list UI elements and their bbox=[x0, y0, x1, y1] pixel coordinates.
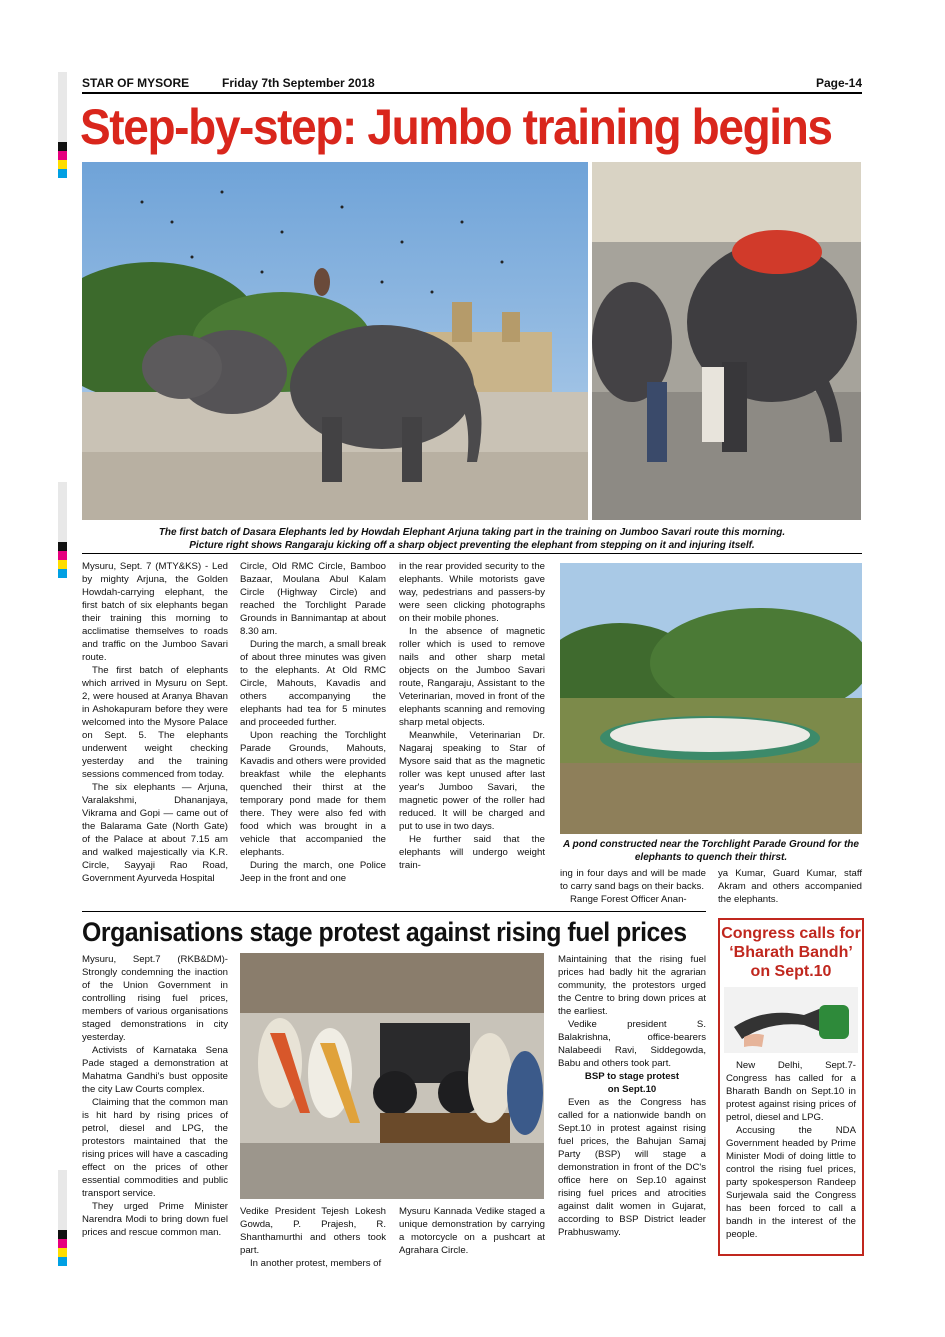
article1-column-4 bbox=[560, 867, 706, 906]
article2-col3-para: Vedike president S. Balakrishna, office-bearers Nalabeedi Ravi, Siddegowda, Babu and others took part. bbox=[558, 1019, 706, 1069]
box-para: Accusing the NDA Government headed by Prime Minister Modi of doing little to control the rising fuel prices, party spokesperson Randeep Surjewala said the Congress has been forced to call a bandh in the interest of the people. bbox=[726, 1125, 856, 1240]
congress-bandh-box bbox=[718, 918, 864, 1256]
box-title-line2: ‘Bharath Bandh’ bbox=[729, 944, 853, 961]
pond-photo bbox=[560, 563, 862, 834]
pond-photo-caption: A pond constructed near the Torchlight Parade Ground for the elephants to quench their thirst. bbox=[563, 839, 859, 863]
registration-marks-top bbox=[58, 72, 67, 178]
article2-col3-para: Even as the Congress has called for a nationwide bandh on Sept.10 in protest against rising fuel prices, the Bahujan Samaj Party (BSP) will stage a demonstration in front of the DC's office here on Sep.10 against rising fuel prices and atrocities against dalit women in Gujarat, according to BSP District leader Prabhuswamy. bbox=[558, 1097, 706, 1238]
main-headline: Step-by-step: Jumbo training begins bbox=[80, 99, 832, 155]
masthead-rule bbox=[82, 92, 862, 94]
protest-caption-right-para: Mysuru Kannada Vedike staged a unique demonstration by carrying a motorcycle on a pushcart at Agrahara Circle. bbox=[399, 1206, 545, 1256]
main-photo-caption-line2: Picture right shows Rangaraju kicking off a sharp object preventing the elephant from stepping on it and injuring itself. bbox=[189, 540, 755, 551]
article1-col2-para: During the march, a small break of about three minutes was given to the elephants. At Old RMC Circle, Mahouts, Kavadis and others accompanying the elephants had tea for 5 minutes and proceeded further. bbox=[240, 639, 386, 728]
article2-col3-para: Maintaining that the rising fuel prices had badly hit the agrarian community, the protestors urged the Centre to bring down prices at the earliest. bbox=[558, 954, 706, 1017]
article1-col1-para: Mysuru, Sept. 7 (MTY&KS) - Led by mighty Arjuna, the Golden Howdah-carrying elephant, the first batch of six elephants began their training this morning to acclimatise themselves to roads and traffic on the Jumboo Savari route. bbox=[82, 561, 228, 663]
elephants-march-photo bbox=[82, 162, 588, 520]
bsp-subhead-line1: BSP to stage protest bbox=[584, 1071, 680, 1082]
page-number: Page-14 bbox=[815, 76, 862, 90]
issue-date: Friday 7th September 2018 bbox=[222, 76, 375, 90]
protest-caption-left bbox=[240, 1205, 386, 1270]
protest-caption-left-para: Vedike President Tejesh Lokesh Gowda, P. Prajesh, R. Shanthamurthi and others took part. bbox=[240, 1206, 386, 1256]
article2-col1-para: Claiming that the common man is hit hard by rising prices of petrol, diesel and LPG, the protestors maintained that the rising prices will have a cascading effect on the prices of other essential commodities and public transport service. bbox=[82, 1097, 228, 1199]
fuel-nozzle-photo bbox=[724, 987, 858, 1053]
box-body bbox=[726, 1059, 856, 1241]
protest-caption-left-para: In another protest, members of bbox=[250, 1258, 382, 1269]
main-photo-caption-line1: The first batch of Dasara Elephants led by Howdah Elephant Arjuna taking part in the training on Jumboo Savari route this morning. bbox=[158, 527, 786, 538]
protest-photo bbox=[240, 953, 544, 1199]
protest-caption-right bbox=[399, 1205, 545, 1257]
article1-col2-para: During the march, one Police Jeep in the front and one bbox=[240, 860, 386, 884]
article1-col3-para: He further said that the elephants will undergo weight train- bbox=[399, 834, 545, 871]
registration-marks-middle bbox=[58, 482, 67, 578]
registration-marks-bottom bbox=[58, 1170, 67, 1266]
article1-col4-para: ing in four days and will be made to carry sand bags on their backs. bbox=[560, 868, 706, 892]
article1-col3-para: In the absence of magnetic roller which is used to remove nails and other sharp metal objects on the Jumboo Savari route, Rangaraju, Assistant to the Veterinarian, moved in front of the elephants scanning and removing sharp metal objects. bbox=[399, 626, 545, 728]
article1-column-2 bbox=[240, 560, 386, 885]
article2-column-3 bbox=[558, 953, 706, 1239]
article1-col2-para: Upon reaching the Torchlight Parade Grounds, Mahouts, Kavadis and others were provided breakfast while the elephants quenched their thirst at the temporary pond made for them there. They were also fed with food which was brought in a vehicle that accompanied the elephants. bbox=[240, 730, 386, 858]
article1-col1-para: The six elephants — Arjuna, Varalakshmi, Dhananjaya, Vikrama and Gopi — came out of the Balarama Gate (North Gate) of the Palace at about 7.15 am and walked majestically via K.R. Circle, Sayyaji Rao Road, Government Ayurveda Hospital bbox=[82, 782, 228, 884]
article2-col1-para: They urged Prime Minister Narendra Modi to bring down fuel prices and rescue common man. bbox=[82, 1201, 228, 1238]
box-para: New Delhi, Sept.7- Congress has called for a Bharath Bandh on Sept.10 in protest against rising prices of petrol, diesel and LPG. bbox=[726, 1060, 856, 1123]
article1-col4-para: Range Forest Officer Anan- bbox=[570, 894, 687, 905]
article1-column-3 bbox=[399, 560, 545, 872]
article1-col5-para: ya Kumar, Guard Kumar, staff Akram and others accompanied the elephants. bbox=[718, 868, 862, 905]
article-divider bbox=[82, 911, 706, 912]
box-title-line3: on Sept.10 bbox=[750, 963, 832, 980]
rangaraju-elephant-photo bbox=[592, 162, 861, 520]
article1-col2-para: Circle, Old RMC Circle, Bamboo Bazaar, Moulana Abul Kalam Circle (Highway Circle) and reached the Torchlight Parade Grounds in Bannimantap at about 8.30 am. bbox=[240, 561, 386, 637]
article1-column-1 bbox=[82, 560, 228, 885]
article1-column-5 bbox=[718, 867, 862, 906]
masthead bbox=[82, 76, 862, 92]
article1-col3-para: Meanwhile, Veterinarian Dr. Nagaraj speaking to Star of Mysore said that as the magnetic roller was kept unused after last year's Jumboo Savari, the magnetic power of the roller had reduced. It will be charged and put to use in two days. bbox=[399, 730, 545, 832]
publication-name: STAR OF MYSORE bbox=[82, 76, 190, 90]
article2-column-1 bbox=[82, 953, 228, 1239]
article1-col1-para: The first batch of elephants which arrived in Mysuru on Sept. 2, were housed at Aranya Bhavan in Ashokapuram before they were welcomed into the Mysore Palace on Sept. 5. The elephants underwent weight checking yesterday and the training sessions commenced from today. bbox=[82, 665, 228, 780]
box-title-line1: Congress calls for bbox=[721, 925, 861, 942]
main-photo-caption bbox=[82, 526, 862, 552]
bsp-subhead-line2: on Sept.10 bbox=[607, 1084, 657, 1095]
article2-col1-para: Activists of Karnataka Sena Pade staged a demonstration at Mahatma Gandhi's bust opposite the city Law Courts complex. bbox=[82, 1045, 228, 1095]
fuel-protest-headline: Organisations stage protest against rising fuel prices bbox=[82, 917, 687, 947]
caption-rule bbox=[82, 553, 862, 554]
article1-col3-para: in the rear provided security to the elephants. While motorists gave way, pedestrians and passers-by were seen clicking photographs on their mobile phones. bbox=[399, 561, 545, 624]
article2-col1-para: Mysuru, Sept.7 (RKB&DM)- Strongly condemning the inaction of the Union Government in controlling rising fuel prices, members of various organisations staged demonstrations in city yesterday. bbox=[82, 954, 228, 1043]
